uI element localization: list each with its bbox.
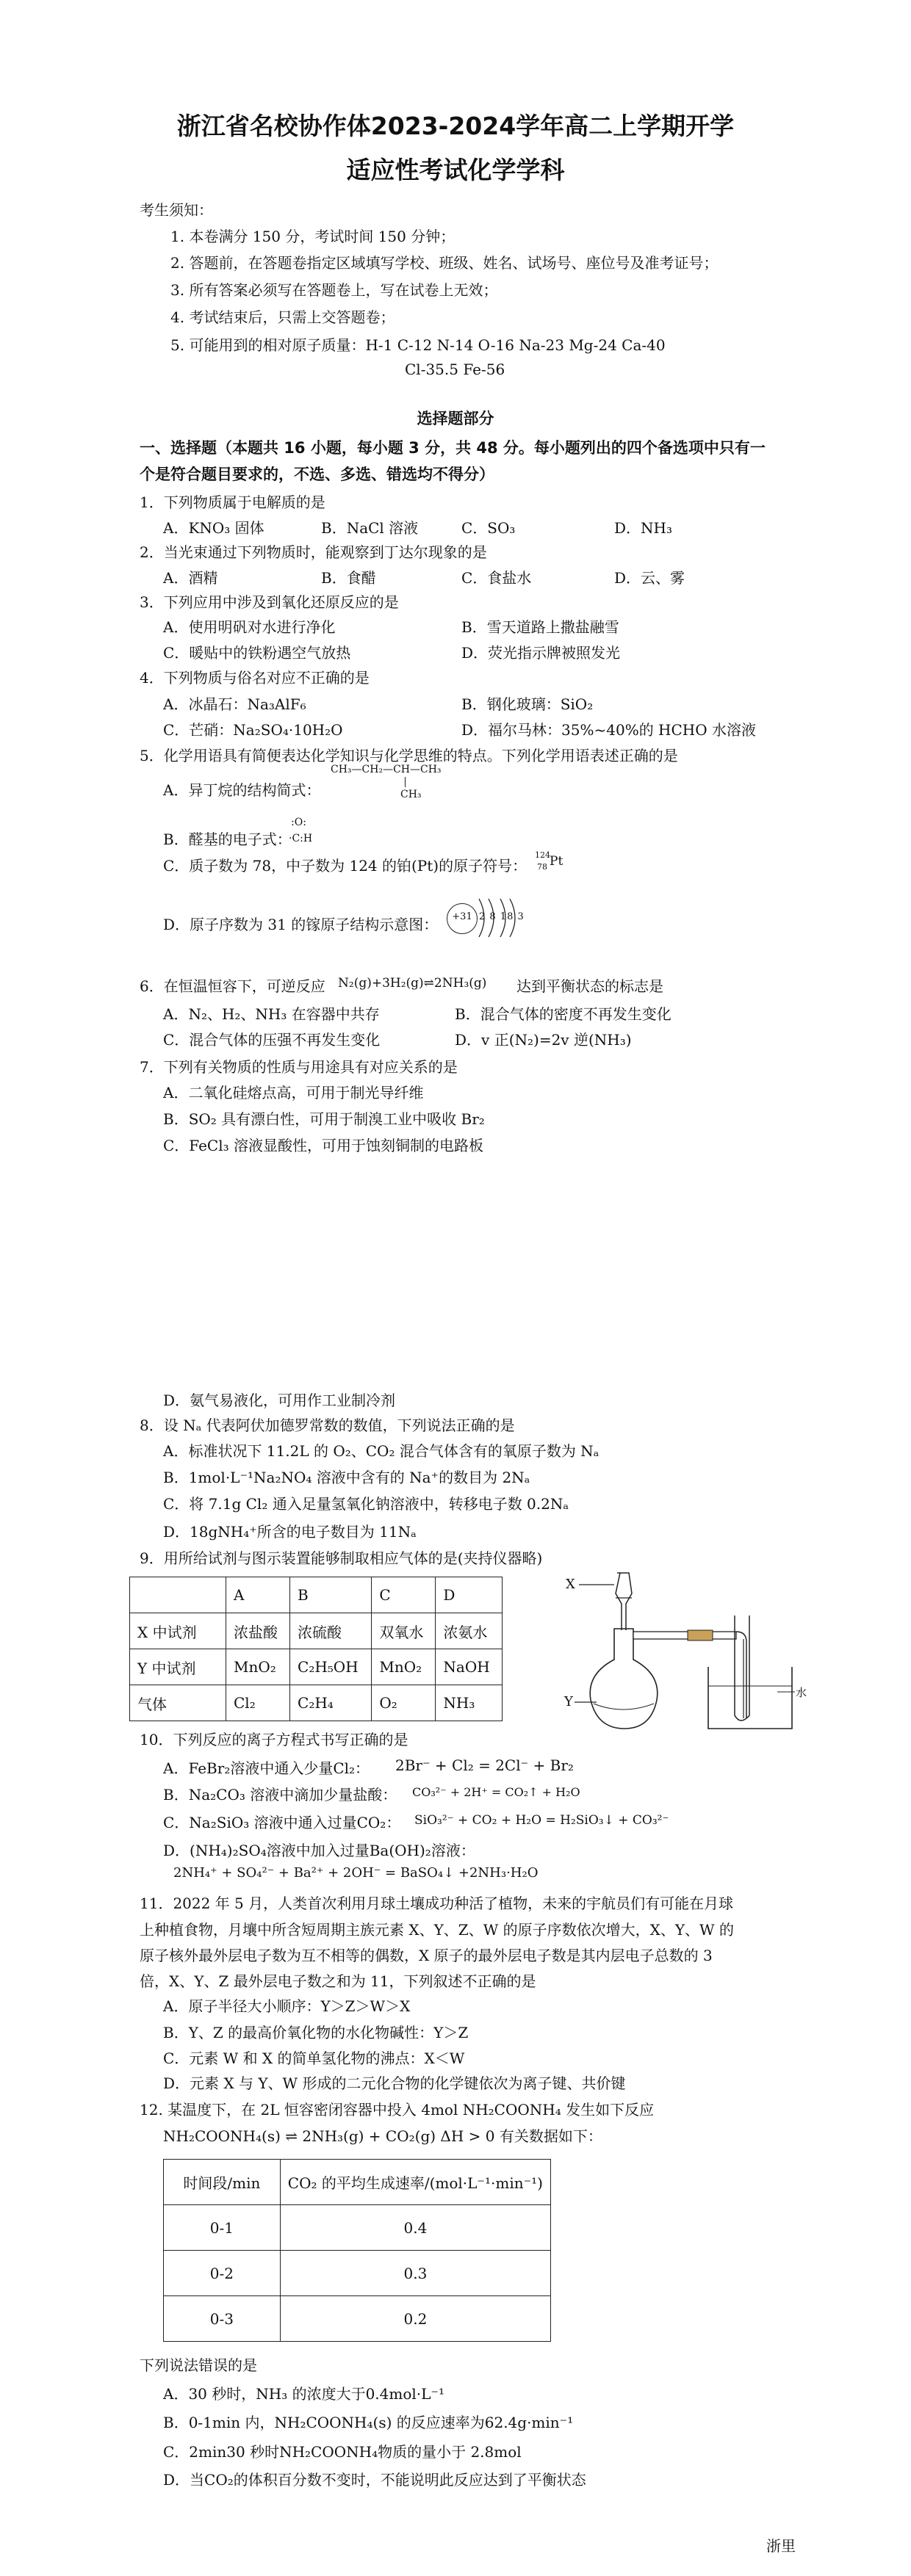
question-8-stem: 8．设 Nₐ 代表阿伏加德罗常数的数值，下列说法正确的是 <box>140 1417 515 1434</box>
round-flask <box>590 1629 658 1729</box>
question-11-stem: 原子核外最外层电子数为互不相等的偶数，X 原子的最外层电子数是其内层电子总数的 3 <box>140 1947 713 1964</box>
table-cell: 浓氨水 <box>436 1613 503 1649</box>
option: A．30 秒时，NH₃ 的浓度大于0.4mol·L⁻¹ <box>163 2385 444 2403</box>
option: D．NH₃ <box>614 519 672 537</box>
section-heading: 选择题部分 <box>417 410 494 427</box>
option: A．KNO₃ 固体 <box>163 519 264 537</box>
option: C．将 7.1g Cl₂ 通入足量氢氧化钠溶液中，转移电子数 0.2Nₐ <box>163 1495 569 1513</box>
option: A．酒精 <box>163 569 218 587</box>
ion-equation: CO₃²⁻ + 2H⁺ = CO₂↑ + H₂O <box>412 1785 580 1799</box>
table-cell: C <box>372 1577 436 1613</box>
electron-shells: 2 8 18 3 <box>479 911 525 922</box>
delivery-tube <box>633 1632 736 1639</box>
option: B．钢化玻璃：SiO₂ <box>461 695 594 713</box>
notice-item: 4. 考试结束后，只需上交答题卷； <box>170 308 395 326</box>
option: D．v 正(N₂)=2v 逆(NH₃) <box>455 1031 632 1049</box>
option: B．NaCl 溶液 <box>321 519 419 537</box>
table-cell: MnO₂ <box>372 1649 436 1685</box>
option: D．氨气易液化，可用作工业制冷剂 <box>163 1392 396 1409</box>
option: A．N₂、H₂、NH₃ 在容器中共存 <box>163 1005 380 1023</box>
notice-heading: 考生须知： <box>140 201 213 219</box>
notice-item: 1. 本卷满分 150 分，考试时间 150 分钟； <box>170 228 455 245</box>
table-cell: 0-2 <box>164 2251 281 2296</box>
water-beaker <box>708 1667 792 1729</box>
question-7-stem: 7．下列有关物质的性质与用途具有对应关系的是 <box>140 1058 458 1076</box>
option: D．元素 X 与 Y、W 形成的二元化合物的化学键依次为离子键、共价键 <box>163 2074 626 2092</box>
struct-bond <box>405 777 406 787</box>
option: C．元素 W 和 X 的简单氢化物的沸点：X＜W <box>163 2049 465 2067</box>
option: D．原子序数为 31 的镓原子结构示意图： <box>163 916 439 933</box>
table-cell: 浓硫酸 <box>290 1613 372 1649</box>
table-row <box>130 1685 503 1721</box>
nucleus-charge: +31 <box>452 911 472 922</box>
option: B．1mol·L⁻¹Na₂NO₄ 溶液中含有的 Na⁺的数目为 2Nₐ <box>163 1469 530 1486</box>
option: B．混合气体的密度不再发生变化 <box>455 1005 671 1023</box>
option: C．暖贴中的铁粉遇空气放热 <box>163 644 351 662</box>
ion-equation: 2Br⁻ + Cl₂ = 2Cl⁻ + Br₂ <box>395 1756 574 1774</box>
table-row <box>130 1613 503 1649</box>
question-5-stem: 5．化学用语具有简便表达化学知识与化学思维的特点。下列化学用语表述正确的是 <box>140 747 678 764</box>
table-cell: NH₃ <box>436 1685 503 1721</box>
option: C．Na₂SiO₃ 溶液中通入过量CO₂： <box>163 1814 401 1831</box>
option: B．SO₂ 具有漂白性，可用于制溴工业中吸收 Br₂ <box>163 1110 485 1128</box>
question-3-stem: 3．下列应用中涉及到氧化还原反应的是 <box>140 593 399 611</box>
option: D．福尔马林：35%~40%的 HCHO 水溶液 <box>461 721 756 739</box>
electron-formula-bottom: ·C:H <box>289 833 313 844</box>
option: A．冰晶石：Na₃AlF₆ <box>163 695 306 713</box>
question-11-stem: 上种植食物，月壤中所含短周期主族元素 X、Y、Z、W 的原子序数依次增大，X、Y、W 的 <box>140 1921 734 1939</box>
table-cell: 浓盐酸 <box>226 1613 290 1649</box>
question-9-stem: 9．用所给试剂与图示装置能够制取相应气体的是(夹持仪器略) <box>140 1549 543 1567</box>
atomic-number: 78 <box>537 862 547 872</box>
table-cell: 0.4 <box>280 2205 550 2251</box>
table-cell: 双氧水 <box>372 1613 436 1649</box>
question-6-stem-end: 达到平衡状态的标志是 <box>516 977 663 995</box>
notice-item: 3. 所有答案必须写在答题卷上，写在试卷上无效； <box>170 281 498 299</box>
option: B．食醋 <box>321 569 376 587</box>
option: A．原子半径大小顺序：Y＞Z＞W＞X <box>163 1997 411 2015</box>
option: A．使用明矾对水进行净化 <box>163 618 336 636</box>
table-cell: NaOH <box>436 1649 503 1685</box>
mass-number: 124 <box>535 850 550 860</box>
table-cell: Cl₂ <box>226 1685 290 1721</box>
element-symbol: Pt <box>550 854 563 869</box>
struct-formula-main: CH₃—CH₂—CH—CH₃ <box>331 764 442 775</box>
option: A．异丁烷的结构简式： <box>163 781 321 799</box>
notice-item: 2. 答题前，在答题卷指定区域填写学校、班级、姓名、试场号、座位号及准考证号； <box>170 254 719 272</box>
section-instruction: 个是符合题目要求的，不选、多选、错选均不得分） <box>140 466 494 483</box>
question-2-stem: 2．当光束通过下列物质时，能观察到丁达尔现象的是 <box>140 543 487 561</box>
tube-connector <box>688 1630 713 1640</box>
table-cell: 0-1 <box>164 2205 281 2251</box>
question-11-stem: 11．2022 年 5 月，人类首次利用月球土壤成功种活了植物，未来的宇航员们有可能在月球 <box>140 1895 734 1912</box>
table-header-row <box>130 1577 503 1613</box>
table-cell: D <box>436 1577 503 1613</box>
option: B．0-1min 内，NH₂COONH₄(s) 的反应速率为62.4g·min⁻¹ <box>163 2414 574 2431</box>
label-water: 水 <box>796 1686 807 1699</box>
table-cell: 0-3 <box>164 2296 281 2342</box>
table-header-row <box>164 2160 551 2205</box>
question-12-after: 下列说法错误的是 <box>140 2356 257 2374</box>
question-10-stem: 10．下列反应的离子方程式书写正确的是 <box>140 1731 408 1748</box>
option: B．Y、Z 的最高价氧化物的水化物碱性：Y＞Z <box>163 2024 469 2041</box>
label-y: Y <box>564 1694 573 1710</box>
reaction-equation: NH₂COONH₄(s) ⇌ 2NH₃(g) + CO₂(g) ΔH > 0 有关数据如下： <box>163 2127 602 2145</box>
table-cell: 气体 <box>130 1685 226 1721</box>
table-row <box>164 2251 551 2296</box>
gas-apparatus-diagram <box>564 1571 814 1737</box>
table-cell <box>130 1577 226 1613</box>
label-x: X <box>566 1577 575 1592</box>
question-4-stem: 4．下列物质与俗名对应不正确的是 <box>140 669 370 687</box>
option: B．雪天道路上撒盐融雪 <box>461 618 619 636</box>
option: C．混合气体的压强不再发生变化 <box>163 1031 381 1049</box>
option: A．二氧化硅熔点高，可用于制光导纤维 <box>163 1084 424 1101</box>
option: C．食盐水 <box>461 569 532 587</box>
struct-formula-branch: CH₃ <box>400 789 422 800</box>
rate-table <box>163 2159 551 2342</box>
table-row <box>130 1649 503 1685</box>
question-1-stem: 1．下列物质属于电解质的是 <box>140 493 325 511</box>
funnel <box>616 1573 632 1630</box>
table-cell: 0.3 <box>280 2251 550 2296</box>
reaction-equation: N₂(g)+3H₂(g)⇌2NH₃(g) <box>338 976 487 991</box>
ion-equation: 2NH₄⁺ + SO₄²⁻ + Ba²⁺ + 2OH⁻ = BaSO₄↓ +2NH₃·H₂O <box>173 1865 539 1881</box>
table-cell: 0.2 <box>280 2296 550 2342</box>
question-11-stem: 倍，X、Y、Z 最外层电子数之和为 11，下列叙述不正确的是 <box>140 1972 536 1990</box>
table-cell: C₂H₅OH <box>290 1649 372 1685</box>
table-cell: MnO₂ <box>226 1649 290 1685</box>
option: A．FeBr₂溶液中通入少量Cl₂： <box>163 1759 370 1777</box>
ion-equation: SiO₃²⁻ + CO₂ + H₂O = H₂SiO₃↓ + CO₃²⁻ <box>414 1813 669 1828</box>
option: B．Na₂CO₃ 溶液中滴加少量盐酸： <box>163 1786 397 1803</box>
page-title: 浙江省名校协作体2023-2024学年高二上学期开学 <box>176 112 735 140</box>
option: C．FeCl₃ 溶液显酸性，可用于蚀刻铜制的电路板 <box>163 1137 483 1154</box>
option: B．醛基的电子式： <box>163 831 292 848</box>
table-cell: X 中试剂 <box>130 1613 226 1649</box>
option: C．SO₃ <box>461 519 516 537</box>
option: D．云、雾 <box>614 569 685 587</box>
table-cell: 时间段/min <box>164 2160 281 2205</box>
option: D．当CO₂的体积百分数不变时，不能说明此反应达到了平衡状态 <box>163 2471 586 2489</box>
option: A．标准状况下 11.2L 的 O₂、CO₂ 混合气体含有的氧原子数为 Nₐ <box>163 1442 599 1460</box>
option: D．18gNH₄⁺所含的电子数目为 11Nₐ <box>163 1523 417 1541</box>
option: C．芒硝：Na₂SO₄·10H₂O <box>163 721 343 739</box>
table-cell: A <box>226 1577 290 1613</box>
table-row <box>164 2296 551 2342</box>
option: D．荧光指示牌被照发光 <box>461 644 621 662</box>
electron-formula-top: :O: <box>291 817 306 828</box>
footer-mark: 浙里 <box>766 2537 796 2555</box>
notice-item: Cl-35.5 Fe-56 <box>405 361 505 378</box>
notice-item: 5. 可能用到的相对原子质量：H-1 C-12 N-14 O-16 Na-23 Mg-24 Ca-40 <box>170 336 666 354</box>
section-instruction: 一、选择题（本题共 16 小题，每小题 3 分，共 48 分。每小题列出的四个备选项中只有一 <box>140 439 766 457</box>
table-cell: CO₂ 的平均生成速率/(mol·L⁻¹·min⁻¹) <box>280 2160 550 2205</box>
reagent-table <box>129 1577 503 1721</box>
table-row <box>164 2205 551 2251</box>
table-cell: C₂H₄ <box>290 1685 372 1721</box>
table-cell: Y 中试剂 <box>130 1649 226 1685</box>
table-cell: O₂ <box>372 1685 436 1721</box>
option: D．(NH₄)₂SO₄溶液中加入过量Ba(OH)₂溶液： <box>163 1842 475 1859</box>
question-12-stem: 12. 某温度下，在 2L 恒容密闭容器中投入 4mol NH₂COONH₄ 发生如下反应 <box>140 2101 655 2119</box>
option: C．质子数为 78，中子数为 124 的铂(Pt)的原子符号： <box>163 857 527 875</box>
table-cell: B <box>290 1577 372 1613</box>
question-6-stem: 6．在恒温恒容下，可逆反应 <box>140 977 325 995</box>
page-subtitle: 适应性考试化学学科 <box>346 156 565 184</box>
option: C．2min30 秒时NH₂COONH₄物质的量小于 2.8mol <box>163 2443 522 2461</box>
